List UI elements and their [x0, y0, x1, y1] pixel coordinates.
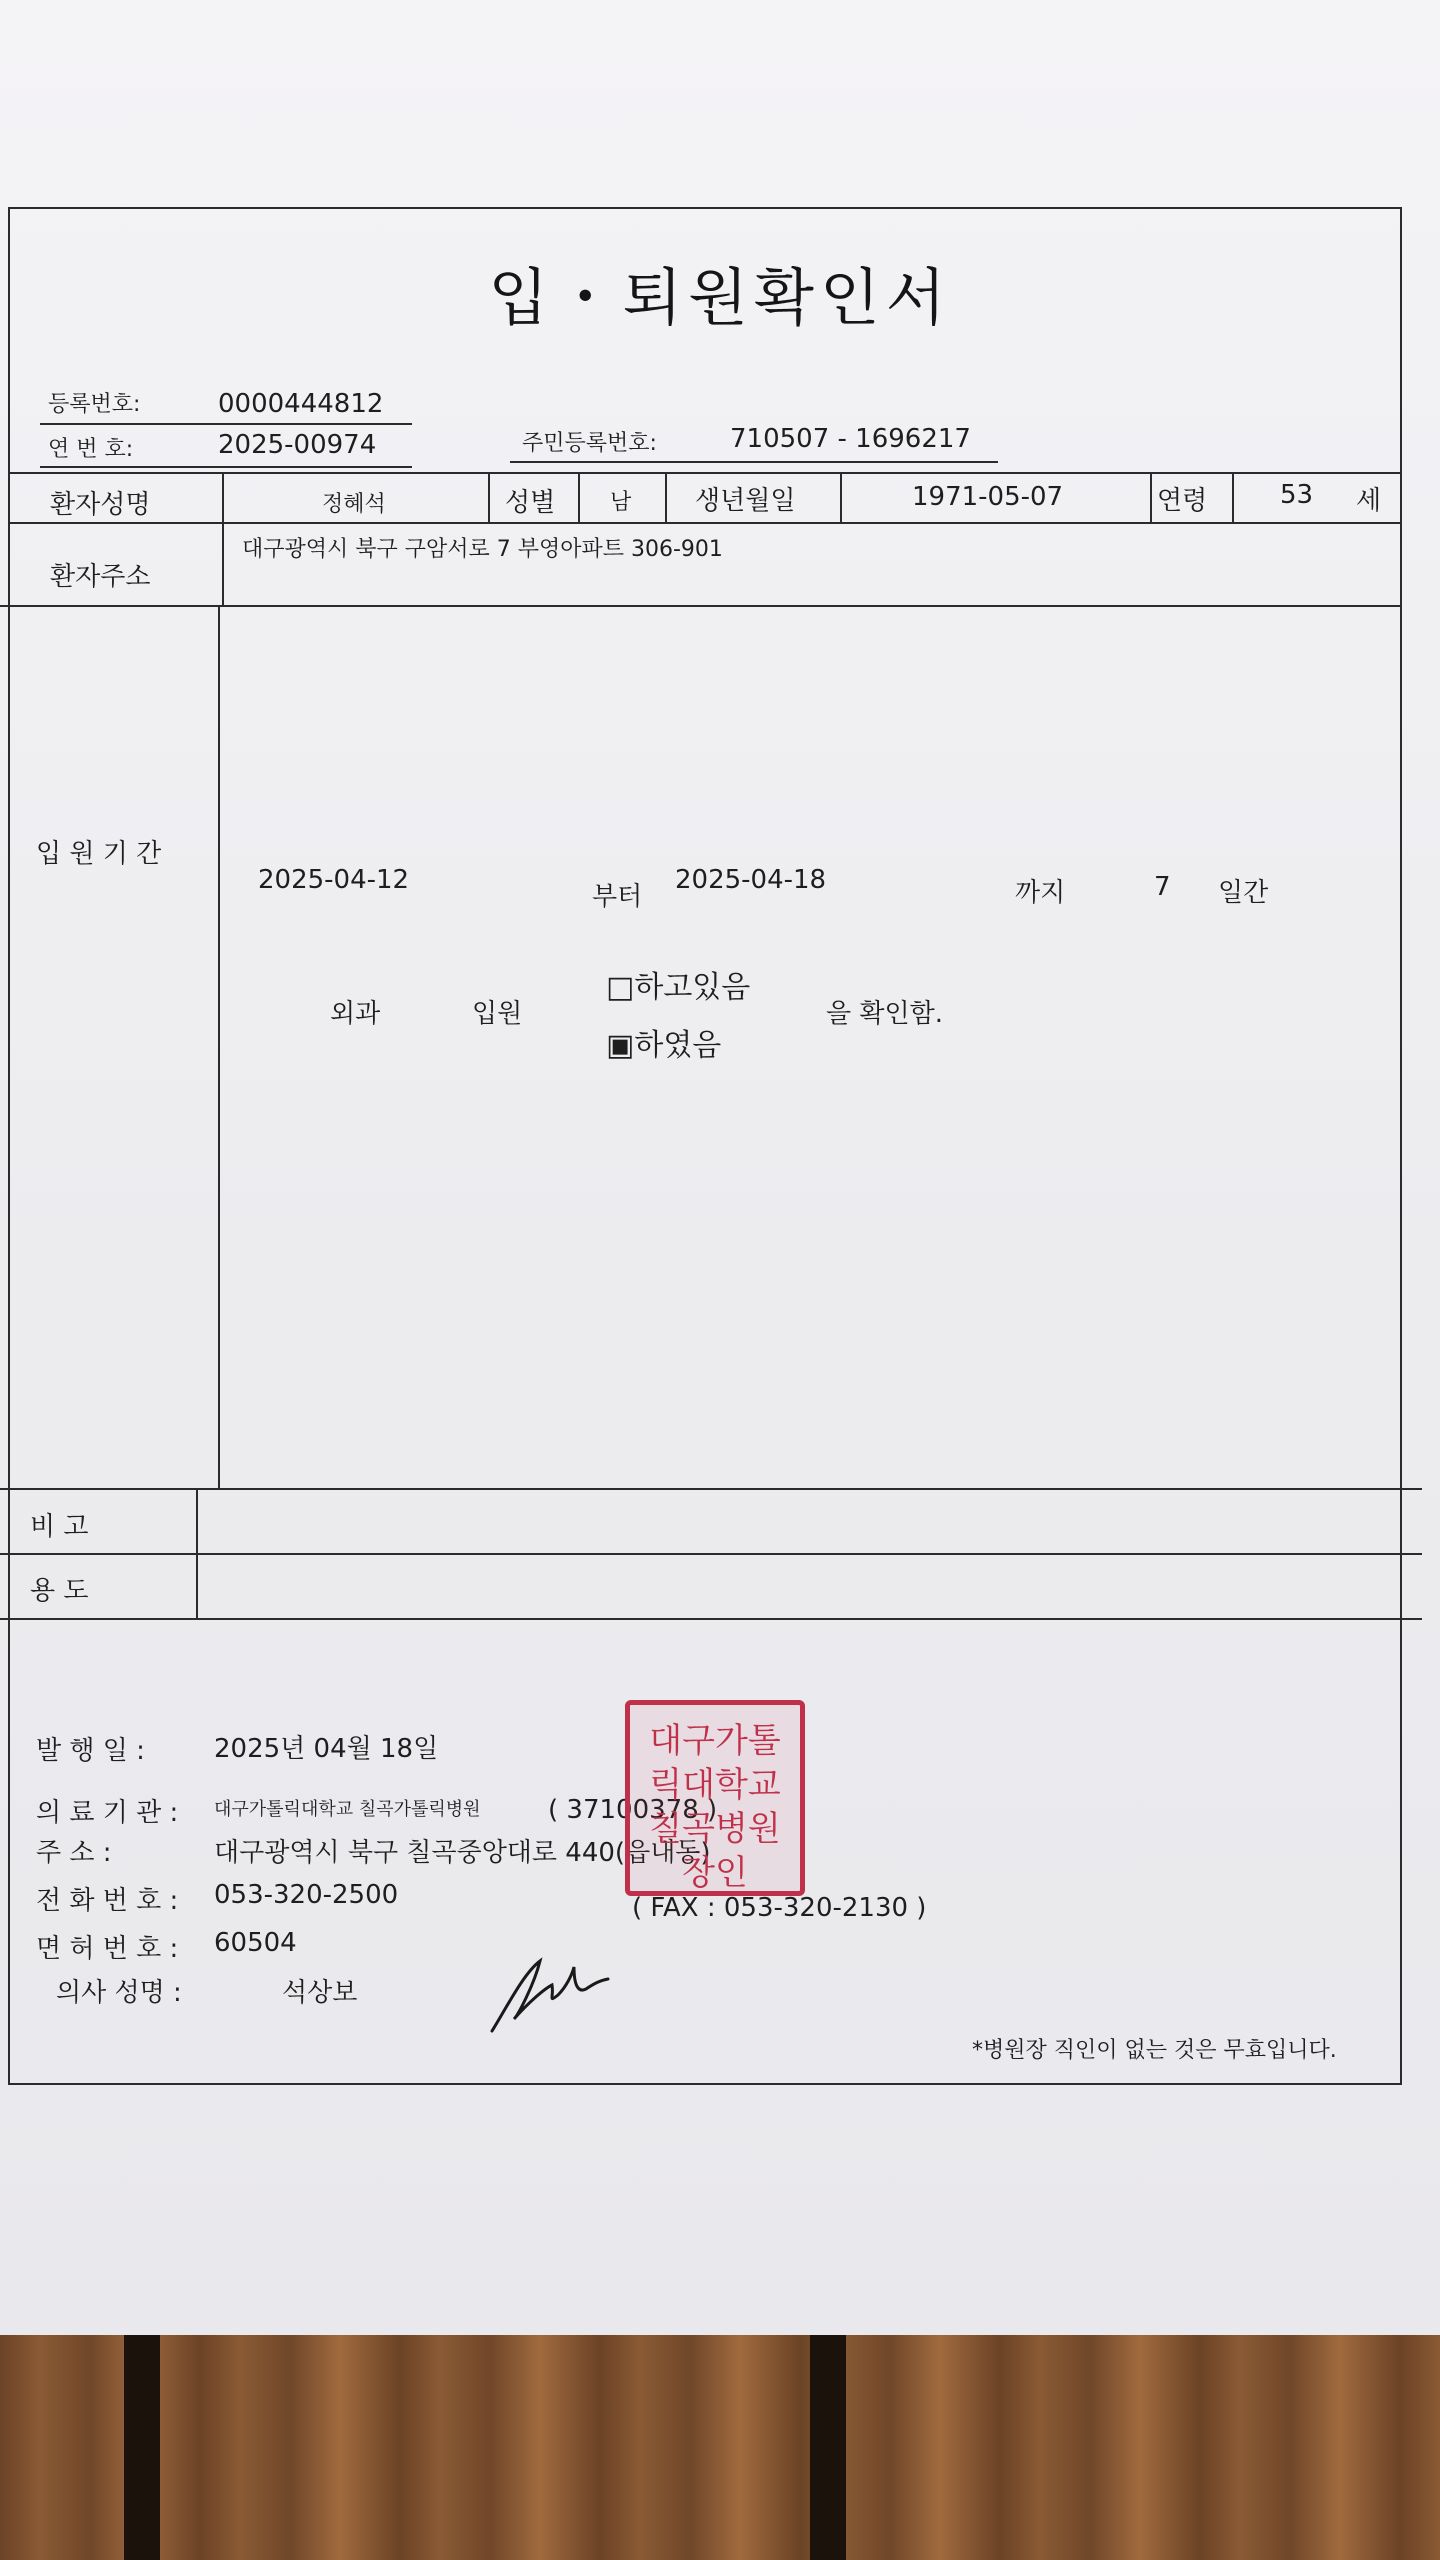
days-unit: 일간 — [1218, 878, 1269, 908]
rule — [0, 1618, 1422, 1620]
issue-date-label: 발 행 일 : — [36, 1736, 145, 1766]
department: 외과 — [330, 999, 381, 1029]
age-label: 연령 — [1157, 486, 1208, 516]
phone-label: 전 화 번 호 : — [36, 1886, 179, 1916]
col-rule — [578, 472, 580, 522]
remarks-label: 비 고 — [30, 1512, 89, 1542]
serial-label: 연 번 호: — [48, 437, 134, 462]
reg-no-label: 등록번호: — [48, 392, 141, 417]
rule — [0, 1488, 1422, 1490]
doctor-label: 의사 성명 : — [56, 1978, 182, 2008]
underline — [40, 423, 412, 425]
option-ongoing: □하고있음 — [606, 970, 751, 1005]
option-done: ▣하였음 — [606, 1028, 722, 1063]
rule — [0, 1553, 1422, 1555]
phone-value: 053-320-2500 — [214, 1880, 399, 1910]
col-rule — [1232, 472, 1234, 522]
validity-notice: *병원장 직인이 없는 것은 무효입니다. — [972, 2038, 1337, 2063]
doctor-name: 석상보 — [282, 1978, 358, 2008]
fax-value: ( FAX : 053-320-2130 ) — [632, 1893, 927, 1923]
birth-value: 1971-05-07 — [912, 482, 1064, 512]
license-label: 면 허 번 호 : — [36, 1934, 179, 1964]
to-suffix: 까지 — [1015, 878, 1066, 908]
birth-label: 생년월일 — [695, 486, 796, 516]
hospital-address: 대구광역시 북구 칠곡중앙대로 440(읍내동) — [214, 1838, 711, 1868]
hospital-seal-stamp: 대구가톨 릭대학교 칠곡병원 장인 — [625, 1700, 805, 1896]
institution-name: 대구가톨릭대학교 칠곡가톨릭병원 — [214, 1799, 481, 1820]
hospital-address-label: 주 소 : — [36, 1838, 112, 1868]
days-value: 7 — [1154, 872, 1171, 902]
resident-no-value: 710507 - 1696217 — [730, 424, 971, 454]
col-rule — [488, 472, 490, 522]
resident-no-label: 주민등록번호: — [522, 431, 657, 456]
rule — [0, 605, 1402, 607]
admission-to: 2025-04-18 — [675, 865, 827, 895]
address-value: 대구광역시 북구 구암서로 7 부영아파트 306-901 — [242, 537, 723, 562]
doctor-signature — [488, 1945, 618, 2035]
document-title: 입・퇴원확인서 — [488, 261, 952, 334]
col-rule — [196, 1488, 198, 1618]
from-suffix: 부터 — [592, 882, 643, 912]
reg-no-value: 0000444812 — [218, 389, 384, 419]
patient-name-label: 환자성명 — [50, 490, 151, 520]
admission-from: 2025-04-12 — [258, 865, 410, 895]
admission-label: 입 원 기 간 — [36, 839, 162, 869]
serial-value: 2025-00974 — [218, 430, 377, 460]
col-rule — [218, 605, 220, 1488]
address-label: 환자주소 — [50, 562, 151, 592]
issue-date: 2025년 04월 18일 — [214, 1734, 439, 1764]
underline — [40, 466, 412, 468]
col-rule — [1150, 472, 1152, 522]
patient-name: 정혜석 — [322, 492, 386, 517]
institution-code: ( 37100378 ) — [548, 1795, 718, 1825]
underline — [510, 461, 998, 463]
rule — [8, 472, 1402, 474]
age-value: 53 — [1280, 480, 1314, 510]
sex-label: 성별 — [505, 488, 556, 518]
institution-label: 의 료 기 관 : — [36, 1798, 179, 1828]
col-rule — [665, 472, 667, 522]
admission-type: 입원 — [472, 999, 523, 1029]
col-rule — [222, 472, 224, 605]
sex-value: 남 — [610, 490, 632, 515]
license-value: 60504 — [214, 1928, 297, 1958]
age-unit: 세 — [1356, 486, 1382, 516]
purpose-label: 용 도 — [30, 1576, 89, 1606]
rule — [8, 522, 1402, 524]
col-rule — [840, 472, 842, 522]
confirm-text: 을 확인함. — [826, 999, 943, 1029]
